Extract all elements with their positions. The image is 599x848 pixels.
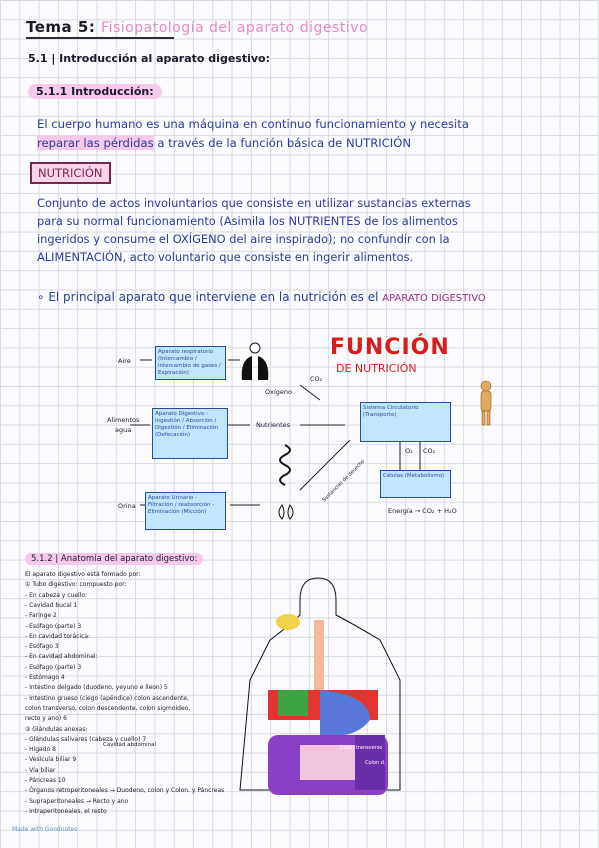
anatomy-line: - Vía biliar [25, 766, 56, 774]
digest-box: Aparato Digestivo - Ingestión / Absorción / Digestión / Eliminación (Defecación) [152, 408, 228, 459]
colon-t-label: Colon transverso [340, 745, 383, 751]
intestine-icon [280, 445, 290, 485]
anatomy-line: - Intestino grueso (ciego (apéndice) colon ascendente, [25, 694, 189, 702]
nutrition-line-1: Conjunto de actos involuntarios que consiste en utilizar sustancias externas [37, 196, 471, 210]
section-5-1-heading: 5.1 | Introducción al aparato digestivo: [28, 52, 270, 65]
diagram-sustancias: Sustancias de desecho [321, 458, 367, 504]
diagram-subtitle: DE NUTRICIÓN [336, 362, 417, 375]
anatomy-line: - Supraperitoneales → Recto y ano [25, 797, 129, 805]
anatomy-line: - Vesícula biliar 9 [25, 756, 77, 764]
anatomy-line: - Esófago (parte) 3 [25, 663, 82, 671]
anatomy-line: - Esófago 3 [25, 643, 59, 651]
nutricion-label: NUTRICIÓN [30, 162, 111, 184]
anatomy-line: El aparato digestivo está formado por: [25, 571, 141, 578]
diagram-oxigeno: Oxígeno [265, 388, 292, 396]
anatomy-line: ② Glándulas anexas: [25, 725, 88, 733]
anatomy-line: - En cabeza y cuello: [25, 591, 88, 599]
anatomy-line: ① Tubo digestivo: compuesto por: [25, 581, 127, 589]
bullet-system: APARATO DIGESTIVO [382, 293, 486, 304]
diagram-aire: Aire [118, 357, 131, 365]
circ-box: Sistema Circulatorio (Transporte) [360, 402, 451, 442]
anatomy-line: - Páncreas 10 [25, 777, 66, 784]
anatomy-line: colon transverso, colon descendente, colon sigmoideo, [25, 704, 191, 712]
resp-box: Aparato respiratorio (Intercambio / intercambio de gases / Expiración) [155, 346, 226, 380]
kidney-icon [279, 505, 293, 519]
lungs-icon [242, 343, 269, 380]
diagram-title: FUNCIÓN [330, 335, 450, 360]
anatomy-line: - Intestino delgado (duodeno, yeyuno e íleon) 5 [25, 684, 168, 692]
section-5-1-2-heading: 5.1.2 | Anatomía del aparato digestivo: [25, 553, 203, 565]
anatomy-line: - Cavidad bucal 1 [25, 601, 78, 609]
nutrition-line-2: para su normal funcionamiento (Asimila los NUTRIENTES de los alimentos [37, 214, 458, 228]
anatomy-line: - Órganos retroperitoneales → Duodeno, colon y Colon. y Páncreas [25, 787, 225, 795]
anatomy-line: - Faringe 2 [25, 612, 57, 620]
anatomy-line: - En cavidad torácica: [25, 632, 91, 640]
anatomy-line: - Intraperitoneales, el resto [25, 807, 107, 815]
cavidad-label: Cavidad abdominal [103, 742, 157, 748]
diagram-energia: Energía → CO₂ + H₂O [388, 507, 457, 515]
urin-box: Aparato Urinario - Filtración / reabsorción - Eliminación (Micción) [145, 492, 226, 530]
diagram-orina: Orina [118, 502, 136, 510]
colon-d-label: Colon d. [365, 760, 386, 766]
diagram-o2: O₂ [405, 447, 413, 455]
anatomy-line: - Esófago (parte) 3 [25, 622, 82, 630]
celulas-box: Células (Metabolismo) [380, 470, 451, 498]
nutrition-line-3: ingeridos y consume el OXÍGENO del aire inspirado); no confundir con la [37, 232, 450, 246]
intro-line-2-rest: a través de la función básica de NUTRICIÓN [157, 136, 412, 150]
diagram-co2b: CO₂ [423, 447, 436, 455]
anatomy-line: recto y ano) 6 [25, 715, 67, 723]
anatomy-line: - En cavidad abdominal: [25, 653, 98, 661]
diagram-co2: CO₂ [310, 375, 323, 383]
intro-line-1: El cuerpo humano es una máquina en continuo funcionamiento y necesita [37, 117, 469, 131]
footer-watermark: Made with Goodnotes [12, 826, 78, 833]
page-title: Tema 5: Fisiopatología del aparato digestivo [26, 18, 369, 36]
diagram-agua: agua [115, 426, 132, 434]
page-subtitle: Fisiopatología del aparato digestivo [101, 20, 369, 36]
diagram-alimentos: Alimentos [107, 416, 140, 424]
diagram-nutrientes: Nutrientes [256, 421, 291, 429]
anatomy-line: - Estómago 4 [25, 674, 65, 681]
anatomy-line: - Glándulas salivares (cabeza y cuello) 7 [25, 735, 147, 743]
anatomy-line: - Hígado 8 [25, 746, 56, 754]
human-figure-icon [481, 381, 491, 425]
bullet-digestive: ∘ El principal aparato que interviene en la nutrición es el APARATO DIGESTIVO [37, 290, 486, 304]
nutrition-line-4: ALIMENTACIÓN, acto voluntario que consiste en ingerir alimentos. [37, 250, 414, 264]
section-5-1-1-heading: 5.1.1 Introducción: [28, 84, 162, 99]
intro-highlight: reparar las pérdidas [37, 136, 154, 150]
